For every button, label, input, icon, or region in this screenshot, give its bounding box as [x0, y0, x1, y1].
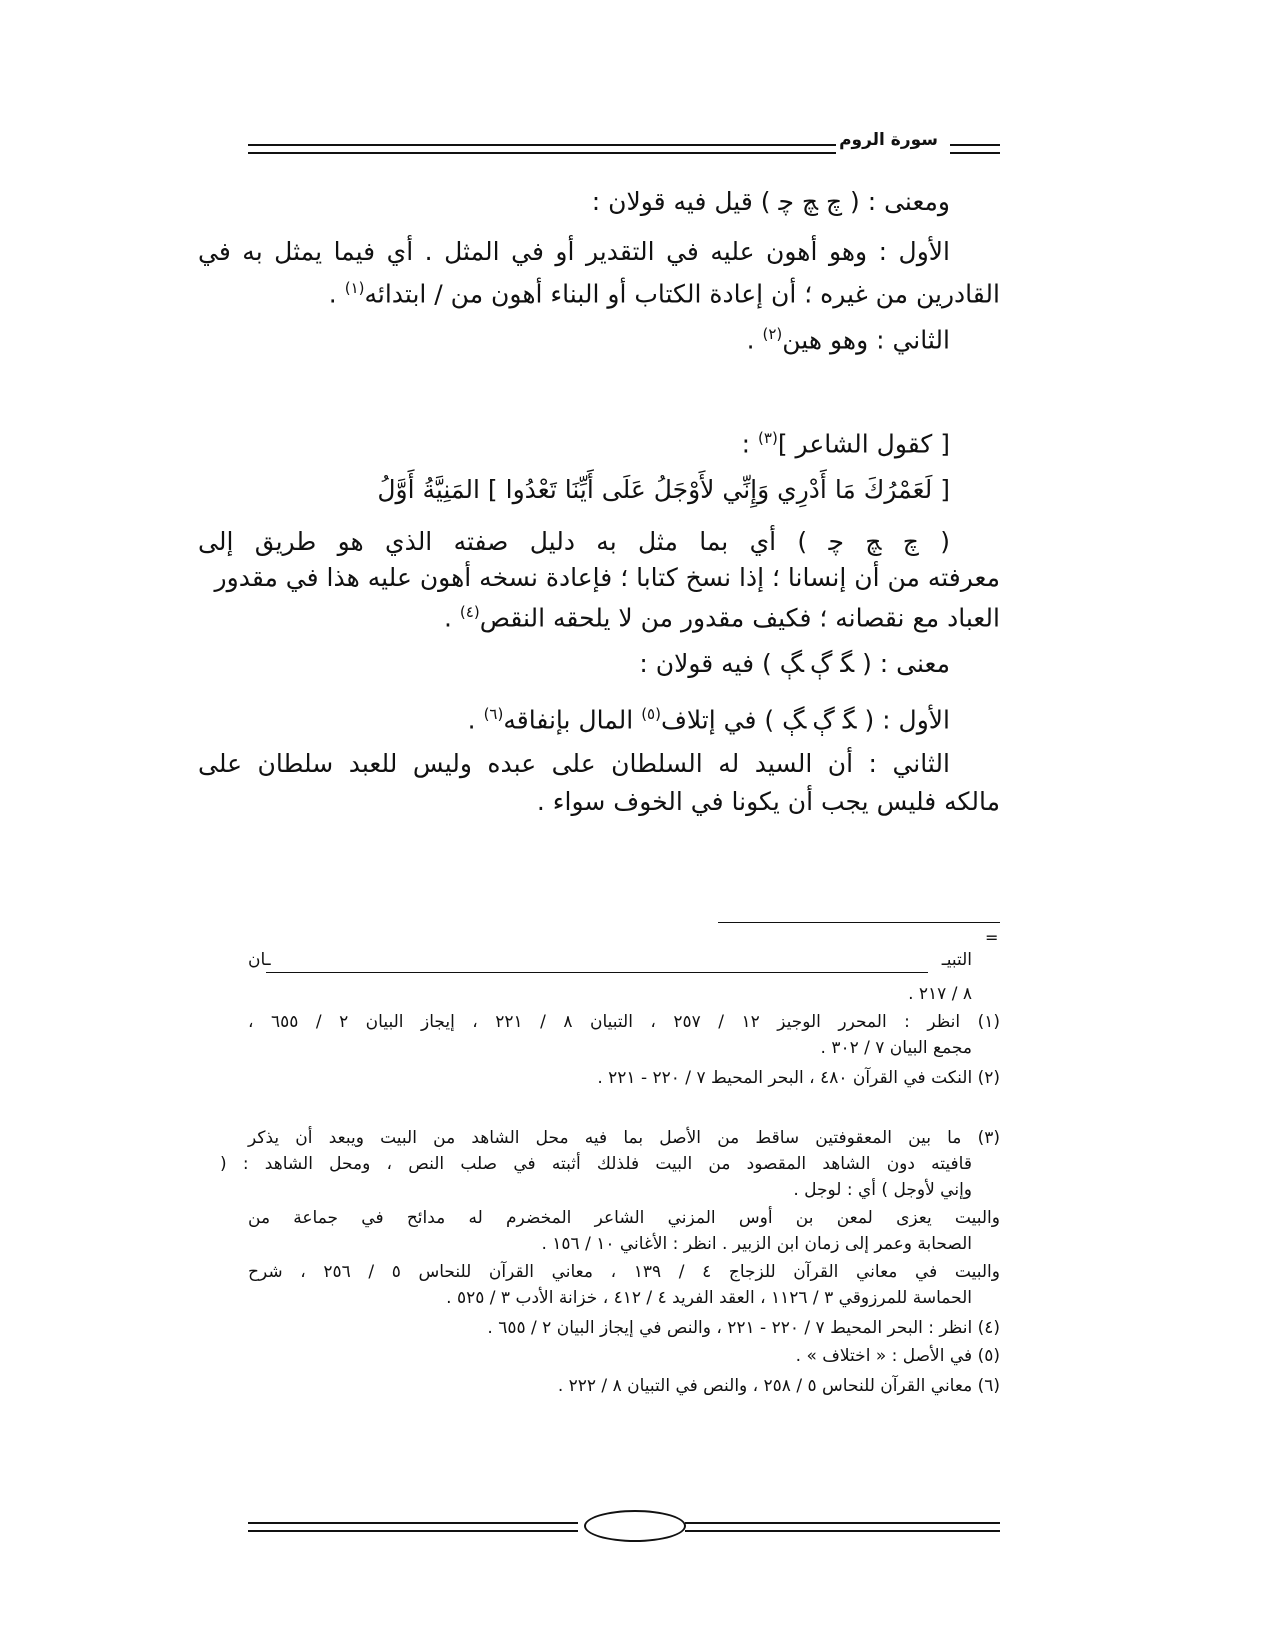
body-line-tail: المال بإنفاقه [503, 705, 642, 735]
body-line [198, 525, 1000, 559]
footnote-line [248, 1316, 1000, 1340]
footnote-line [220, 1036, 1000, 1060]
footnote-ref: (٥) [641, 705, 661, 723]
footnote-line [220, 1152, 1000, 1176]
footnote-line-text: الحماسة للمرزوقي ٣ / ١١٢٦ ، العقد الفريد ٤ / ٤١٢ ، خزانة الأدب ٣ / ٥٢٥ . [446, 1288, 972, 1308]
footnote-ref: (٣) [758, 429, 778, 447]
footnote-line-text: ٨ / ٢١٧ . [908, 984, 972, 1004]
footer-rule-left [248, 1522, 578, 1532]
body-line-text: الثاني : أن السيد له السلطان على عبده وليس للعبد سلطان على [198, 749, 950, 778]
body-line [198, 647, 1000, 681]
body-line-text: القادرين من غيره ؛ أن إعادة الكتاب أو البناء أهون من / ابتدائه [364, 279, 1000, 309]
header-rule-long [248, 144, 836, 154]
footnote-line-text: قافيته دون الشاهد المقصود من البيت فلذلك أثبته في صلب النص ، ومحل الشاهد : ( [220, 1154, 972, 1174]
footnote-line [248, 1126, 1000, 1150]
footnote-line-text: (١) انظر : المحرر الوجيز ١٢ / ٢٥٧ ، التبيان ٨ / ٢٢١ ، إيجاز البيان ٢ / ٦٥٥ ، [248, 1012, 1001, 1032]
footnote-line [248, 1206, 1000, 1230]
footnote-line-text: (٢) النكت في القرآن ٤٨٠ ، البحر المحيط ٧ / ٢٢٠ - ٢٢١ . [597, 1068, 1000, 1088]
footnote-line [220, 1286, 1000, 1310]
footnote-line [248, 1374, 1000, 1398]
footnote-separator [718, 922, 1000, 923]
body-line [198, 697, 1000, 737]
footnote-ref: (٤) [459, 603, 480, 621]
footnote-line-text: (٦) معاني القرآن للنحاس ٥ / ٢٥٨ ، والنص في التبيان ٨ / ٢٢٢ . [557, 1376, 1000, 1396]
page-footer [248, 1508, 1000, 1540]
footnote-line [248, 1260, 1000, 1284]
footnote-line-text: (٤) انظر : البحر المحيط ٧ / ٢٢٠ - ٢٢١ ، والنص في إيجاز البيان ٢ / ٦٥٥ . [487, 1318, 1000, 1338]
body-line [198, 235, 1000, 269]
body-line-text: [ كقول الشاعر ] [777, 429, 950, 459]
page-number-oval [584, 1510, 686, 1542]
footnote-line-text: وإني لأوجل ) أي : لوجل . [793, 1180, 972, 1200]
body-line-tail: . [467, 705, 484, 735]
body-line-text: معنى : ( ﮕ ﮖ ﮗ ) فيه قولان : [639, 649, 950, 678]
continuation-mark: = [985, 928, 999, 947]
footnote-ref: (٢) [762, 325, 783, 343]
body-line-tail: . [444, 603, 460, 633]
footnote-line [248, 1066, 1000, 1090]
body-line [198, 185, 1000, 219]
footnote-line-text: والبيت في معاني القرآن للزجاج ٤ / ١٣٩ ، معاني القرآن للنحاس ٥ / ٢٥٦ ، شرح [248, 1262, 1000, 1282]
footnote-line-text: (٥) في الأصل : « اختلاف » . [795, 1346, 1000, 1366]
body-line-text: الأول : ( ﮕ ﮖ ﮗ ) في إتلاف [660, 705, 950, 735]
body-line [248, 271, 1000, 311]
body-line [198, 747, 1000, 781]
page-header [248, 130, 1000, 170]
footnote-ref: (١) [344, 279, 365, 297]
tibyan-stretch-rule [266, 972, 928, 973]
body-line-text: الثاني : وهو هين [782, 325, 950, 355]
footnote-line [220, 982, 1000, 1006]
footnote-line-text: والبيت يعزى لمعن بن أوس المزني الشاعر المخضرم له مدائح في جماعة من [248, 1208, 1000, 1228]
footer-rule-right [685, 1522, 1000, 1532]
body-line-text: مالكه فليس يجب أن يكونا في الخوف سواء . [536, 787, 1000, 816]
body-line-tail: : [741, 429, 759, 459]
body-line [248, 785, 1000, 819]
body-line [198, 421, 1000, 461]
body-line-text: معرفته من أن إنسانا ؛ إذا نسخ كتابا ؛ فإعادة نسخه أهون عليه هذا في مقدور [214, 563, 1000, 592]
body-line-tail: . [328, 279, 345, 309]
body-line [198, 317, 1000, 357]
footnote-line [248, 1344, 1000, 1368]
body-line [214, 561, 1000, 595]
body-line [198, 473, 1000, 507]
tibyan-start: التبيـ [941, 950, 972, 970]
body-line-text: العباد مع نقصانه ؛ فكيف مقدور من لا يلحقه النقص [479, 603, 1000, 633]
footnote-ref: (٦) [483, 705, 504, 723]
footnote-line-text: مجمع البيان ٧ / ٣٠٢ . [820, 1038, 972, 1058]
body-line-text: [ لَعَمْرُكَ مَا أَدْرِي وَإِنِّي لأَوْجَلُ عَلَى أَيِّنَا تَعْدُوا ] المَنِيَّةُ أَوَّلُ [377, 475, 950, 504]
footnote-line-text: (٣) ما بين المعقوفتين ساقط من الأصل بما فيه محل الشاهد من البيت ويبعد أن يذكر [248, 1128, 1000, 1148]
body-line-text: ( ﭺ ﭻ ﭼ ) أي بما مثل به دليل صفته الذي هو طريق إلى [198, 527, 950, 556]
header-rule-short [950, 144, 1000, 154]
footnote-line [220, 1232, 1000, 1256]
tibyan-line [248, 950, 1000, 980]
footnote-line [248, 1010, 1000, 1034]
body-line-text: الأول : وهو أهون عليه في التقدير أو في المثل . أي فيما يمثل به في [198, 237, 950, 266]
footnote-line [220, 1178, 1000, 1202]
body-line-text: ومعنى : ( ﭺ ﭻ ﭼ ) قيل فيه قولان : [591, 187, 950, 216]
body-line [248, 595, 1000, 635]
tibyan-end: ـان [248, 950, 271, 970]
surah-title: سورة الروم [839, 130, 938, 150]
body-line-tail: . [746, 325, 763, 355]
footnote-line-text: الصحابة وعمر إلى زمان ابن الزبير . انظر : الأغاني ١٠ / ١٥٦ . [541, 1234, 972, 1254]
